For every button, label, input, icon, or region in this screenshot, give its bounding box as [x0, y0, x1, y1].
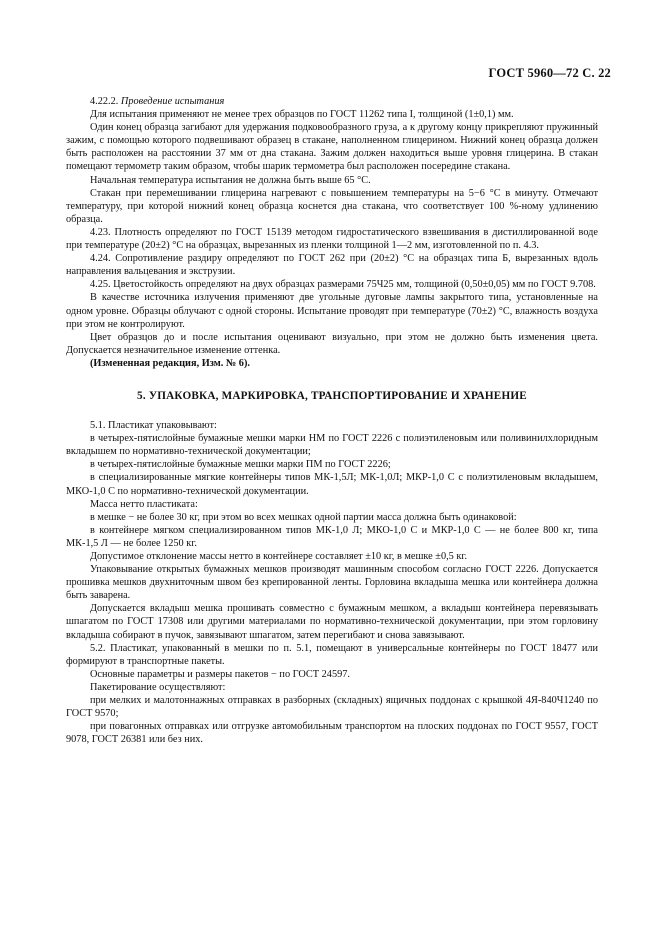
page-header: ГОСТ 5960—72 С. 22 [488, 66, 611, 80]
subsection-heading [66, 95, 598, 108]
paragraph: при повагонных отправках или отгрузке автомобильным транспортом на плоских поддонах по ГОСТ 9557, ГОСТ 9078, ГОСТ 26381 или без них. [66, 721, 598, 746]
paragraph: в четырех-пятислойные бумажные мешки марки ПМ по ГОСТ 2226; [90, 459, 391, 471]
paragraph: в контейнере мягком специализированном типов МК-1,0 Л; МКО-1,0 С и МКР-1,0 С — не более 800 кг, типа МК-1,5 Л — не более 1250 кг. [66, 524, 598, 549]
paragraph: Для испытания применяют не менее трех образцов по ГОСТ 11262 типа I, толщиной (1±0,1) мм. [90, 109, 514, 121]
subsection-number: 4.22.2. [90, 96, 121, 107]
paragraph: в четырех-пятислойные бумажные мешки марки НМ по ГОСТ 2226 с полиэтиленовым или поливинилхлоридным вкладышем по нормативно-технической документации; [66, 433, 598, 458]
paragraph: Цвет образцов до и после испытания оценивают визуально, при этом не должно быть изменения цвета. Допускается незначительное изменение оттенка. [66, 331, 598, 356]
subsection-title: Проведение испытания [120, 96, 225, 107]
paragraph: Стакан при перемешивании глицерина нагревают с повышением температуры на 5−6 °С в минуту. Отмечают температуру, при которой нижний конец образца коснется дна стакана, что соответствует 100 %-ному удлинению образца. [66, 187, 598, 225]
section-title: 5. УПАКОВКА, МАРКИРОВКА, ТРАНСПОРТИРОВАНИЕ И ХРАНЕНИЕ [137, 389, 527, 402]
paragraph: Масса нетто пластиката: [90, 498, 198, 510]
paragraph: Пакетирование осуществляют: [90, 681, 226, 693]
paragraph: Допускается вкладыш мешка прошивать совместно с бумажным мешком, а вкладыш контейнера перевязывать шпагатом по ГОСТ 17308 или другими материалами по нормативно-технической документации, при этом горловину вкладыша собирают в пучок, завязывают шпагатом, затем перегибают и снова завязывают. [66, 603, 598, 641]
paragraph: 5.1. Пластикат упаковывают: [90, 420, 217, 432]
paragraph: в мешке − не более 30 кг, при этом во всех мешках одной партии масса должна быть одинаковой: [90, 511, 517, 523]
paragraph: 4.25. Цветостойкость определяют на двух образцах размерами 75Ч25 мм, толщиной (0,50±0,05) мм по ГОСТ 9.708. [90, 279, 596, 291]
paragraph: в специализированные мягкие контейнеры типов МК-1,5Л; МК-1,0Л; МКР-1,0 С с полиэтиленовым вкладышем, МКО-1,0 С по нормативно-технической документации. [66, 472, 598, 497]
paragraph: Допустимое отклонение массы нетто в контейнере составляет ±10 кг, в мешке ±0,5 кг. [90, 551, 468, 562]
amendment-note: (Измененная редакция, Изм. № 6). [90, 357, 250, 369]
paragraph: при мелких и малотоннажных отправках в разборных (складных) ящичных поддонах с крышкой 4Я-840Ч1240 по ГОСТ 9570; [66, 695, 598, 720]
paragraph: 4.23. Плотность определяют по ГОСТ 15139 методом гидростатического взвешивания в дистиллированной воде при температуре (20±2) °С на образцах, вырезанных из пленки толщиной 1—2 мм, изготовленной по п. 4.3. [66, 226, 598, 252]
paragraph: Упаковывание открытых бумажных мешков производят машинным способом согласно ГОСТ 2226. Допускается прошивка мешков двухниточным швом без крепированной ленты. Горловина вкладыша мешка или контейнера должна быть заварена. [66, 564, 598, 602]
paragraph: Начальная температура испытания не должна быть выше 65 °С. [90, 174, 371, 186]
paragraph: Один конец образца загибают для удержания подковообразного груза, а к другому концу прикрепляют пружинный зажим, с помощью которого подвешивают образец в стакане, наполненном глицерином. Нижний конец образца должен быть расположен на расстоянии 37 мм от дна стакана. Зажим должен находиться выше уровня глицерина. В стакан помещают термометр таким образом, чтобы шарик термометра был расположен посередине стакана. [66, 122, 598, 173]
paragraph: Основные параметры и размеры пакетов − по ГОСТ 24597. [90, 668, 350, 680]
paragraph: 4.24. Сопротивление раздиру определяют по ГОСТ 262 при (20±2) °С на образцах типа Б, вырезанных вдоль направления вальцевания и экструзии. [66, 253, 598, 278]
document-body [66, 95, 598, 746]
paragraph: В качестве источника излучения применяют две угольные дуговые лампы закрытого типа, установленные на одном уровне. Образцы облучают с одной стороны. Испытание проводят при температуре (70±2) °С, влажность воздуха при этом не контролируют. [66, 292, 598, 330]
paragraph: 5.2. Пластикат, упакованный в мешки по п. 5.1, помещают в универсальные контейнеры по ГОСТ 18477 или формируют в транспортные пакеты. [66, 642, 598, 667]
